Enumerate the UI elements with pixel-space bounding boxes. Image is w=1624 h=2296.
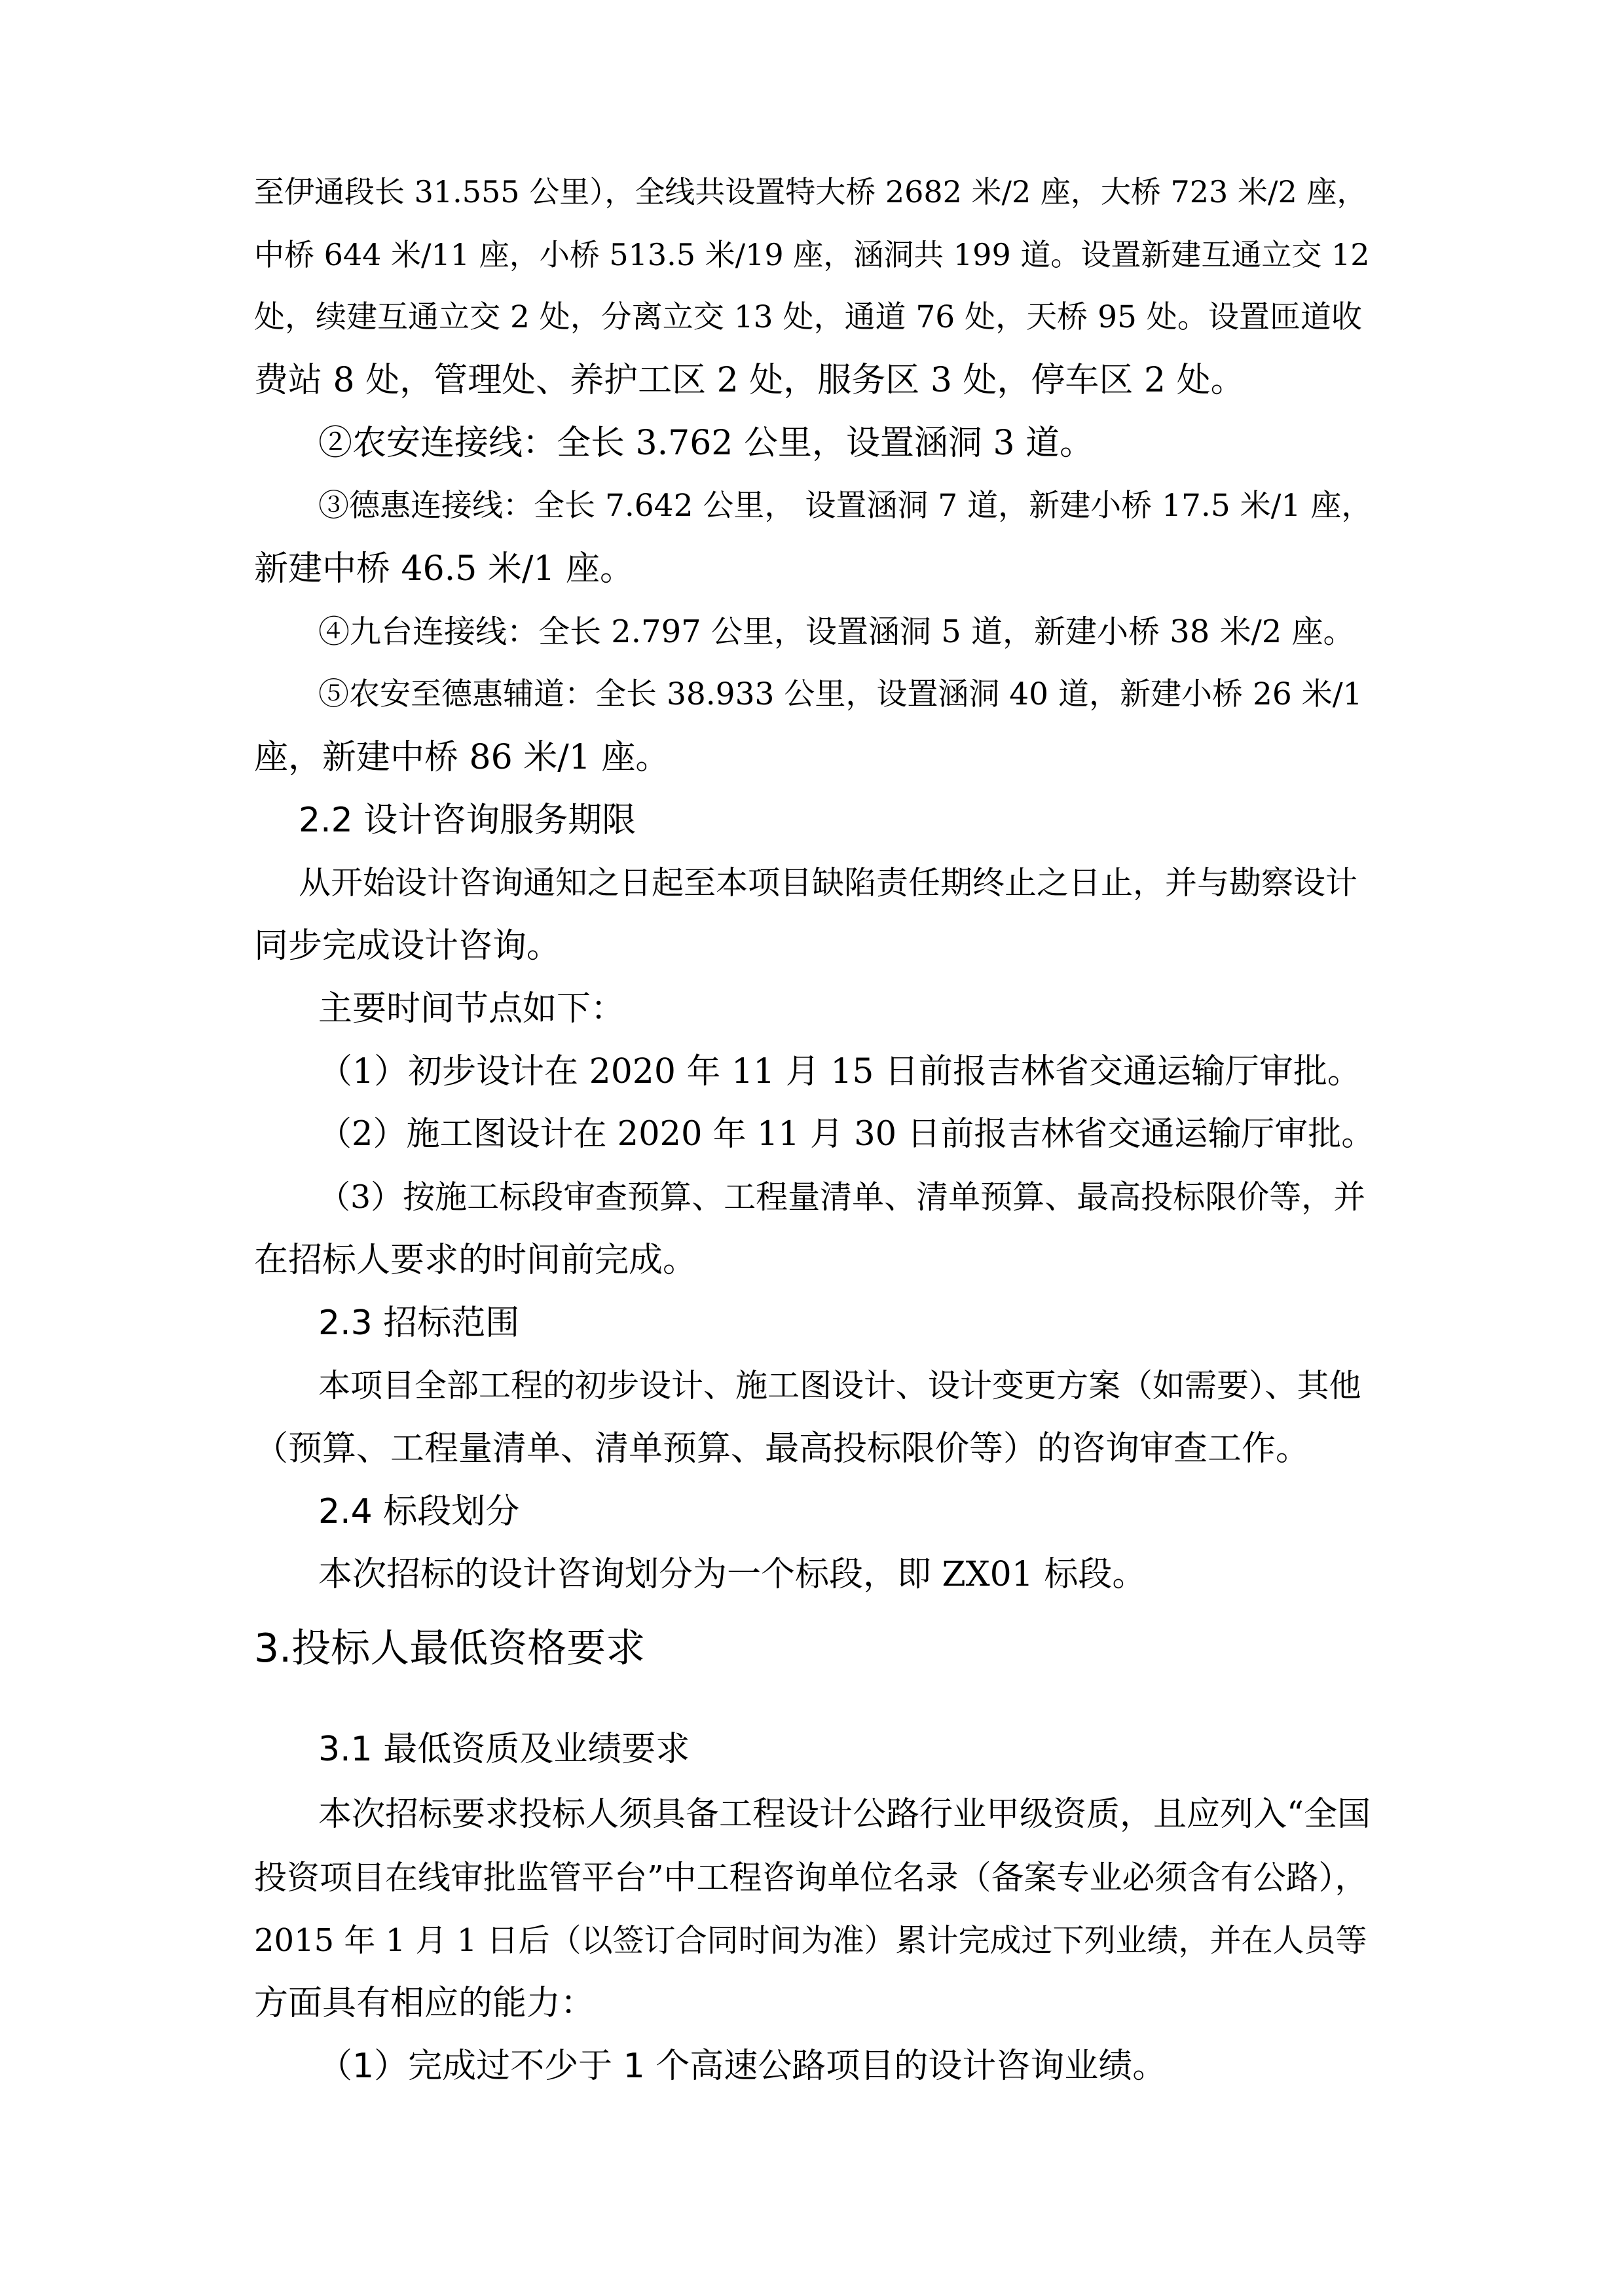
list-item-connector-dehui: ③德惠连接线：全长 7.642 公里， 设置涵洞 7 道，新建小桥 17.5 米/1 座， — [318, 488, 1373, 524]
section-heading-2-3: 2.3 招标范围 — [318, 1303, 520, 1343]
body-text-line: 投资项目在线审批监管平台”中工程咨询单位名录（备案专业必须含有公路）， — [254, 1859, 1368, 1897]
body-text-line: 至伊通段长 31.555 公里），全线共设置特大桥 2682 米/2 座，大桥 723 米/2 座， — [254, 174, 1367, 210]
body-text-line: 同步完成设计咨询。 — [254, 926, 561, 966]
body-text-line: 从开始设计咨询通知之日起至本项目缺陷责任期终止之日止，并与勘察设计 — [299, 864, 1358, 902]
body-text-line: 本次招标要求投标人须具备工程设计公路行业甲级资质，且应列入“全国 — [318, 1795, 1371, 1834]
section-heading-2-4: 2.4 标段划分 — [318, 1492, 520, 1531]
body-text-line: 处，续建互通立交 2 处，分离立交 13 处，通道 76 处，天桥 95 处。设置匝道收 — [254, 299, 1362, 335]
body-text-line: 本项目全部工程的初步设计、施工图设计、设计变更方案（如需要）、其他 — [318, 1367, 1361, 1404]
body-text-line: 新建中桥 46.5 米/1 座。 — [254, 549, 634, 589]
body-text-line: 座，新建中桥 86 米/1 座。 — [254, 738, 670, 777]
body-text-line: （预算、工程量清单、清单预算、最高投标限价等）的咨询审查工作。 — [254, 1429, 1310, 1468]
chapter-heading-3: 3.投标人最低资格要求 — [254, 1626, 646, 1671]
body-text-line: 2015 年 1 月 1 日后（以签订合同时间为准）累计完成过下列业绩，并在人员等 — [254, 1922, 1367, 1959]
list-item-connector-jiutai: ④九台连接线：全长 2.797 公里，设置涵洞 5 道，新建小桥 38 米/2 座。 — [318, 613, 1355, 650]
body-text-line: 费站 8 处，管理处、养护工区 2 处，服务区 3 处，停车区 2 处。 — [254, 361, 1245, 400]
list-item-auxiliary-road: ⑤农安至德惠辅道：全长 38.933 公里，设置涵洞 40 道，新建小桥 26 米/1 — [318, 676, 1363, 712]
body-text-line: 本次招标的设计咨询划分为一个标段，即 ZX01 标段。 — [318, 1555, 1147, 1594]
body-text-line: 方面具有相应的能力： — [254, 1984, 595, 2023]
list-item-connector-nongan: ②农安连接线：全长 3.762 公里，设置涵洞 3 道。 — [318, 424, 1094, 463]
section-heading-2-2: 2.2 设计咨询服务期限 — [299, 801, 637, 840]
body-text-line: 主要时间节点如下： — [318, 989, 625, 1029]
body-text-line: 在招标人要求的时间前完成。 — [254, 1241, 697, 1280]
list-item-milestone-2: （2）施工图设计在 2020 年 11 月 30 日前报吉林省交通运输厅审批。 — [318, 1115, 1375, 1154]
body-text-line: 中桥 644 米/11 座，小桥 513.5 米/19 座，涵洞共 199 道。设置新建互通立交 12 — [254, 237, 1370, 272]
section-heading-3-1: 3.1 最低资质及业绩要求 — [318, 1730, 690, 1769]
list-item-milestone-3: （3）按施工标段审查预算、工程量清单、清单预算、最高投标限价等，并 — [318, 1178, 1366, 1216]
list-item-milestone-1: （1）初步设计在 2020 年 11 月 15 日前报吉林省交通运输厅审批。 — [318, 1052, 1361, 1091]
requirement-item-1: （1）完成过不少于 1 个高速公路项目的设计咨询业绩。 — [318, 2047, 1167, 2086]
